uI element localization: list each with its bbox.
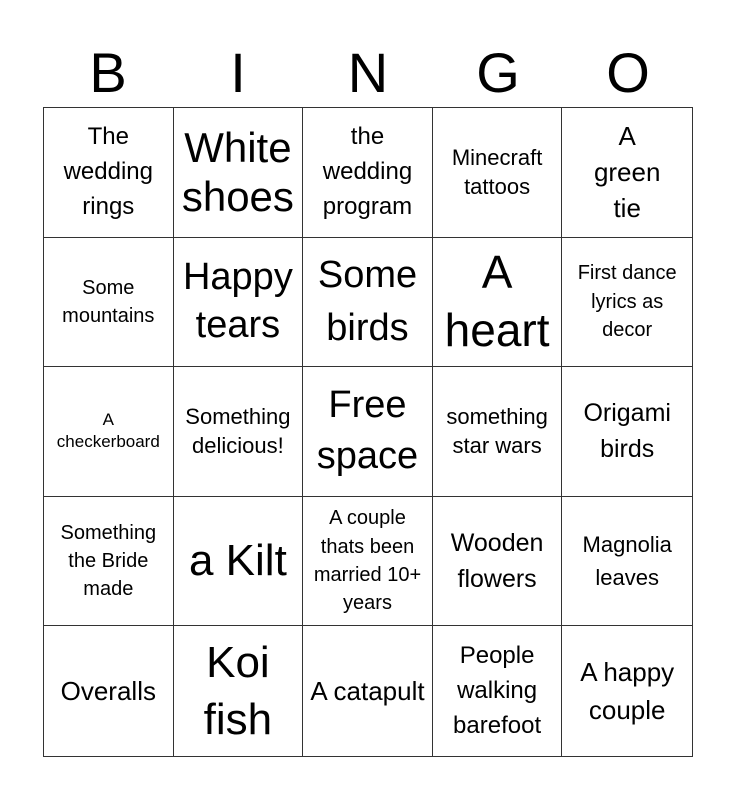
cell-text: A green tie	[593, 120, 661, 224]
cell-text: Minecraft tattoos	[451, 145, 543, 200]
bingo-cell[interactable]	[562, 367, 692, 497]
bingo-cell[interactable]	[562, 497, 692, 627]
header-letter-i: I	[230, 41, 246, 104]
bingo-cell[interactable]	[44, 626, 174, 756]
cell-text: A heart	[444, 246, 550, 356]
cell-text: the wedding program	[322, 123, 413, 220]
bingo-cell[interactable]	[303, 626, 433, 756]
bingo-cell[interactable]	[562, 626, 692, 756]
cell-text: Magnolia leaves	[582, 532, 672, 591]
bingo-cell[interactable]	[44, 108, 174, 238]
bingo-cell[interactable]	[174, 367, 304, 497]
bingo-cell[interactable]	[433, 108, 563, 238]
bingo-cell[interactable]	[562, 238, 692, 368]
cell-text: Something delicious!	[185, 404, 291, 459]
header-letter-o: O	[606, 41, 650, 104]
bingo-cell[interactable]	[303, 367, 433, 497]
bingo-cell[interactable]	[303, 497, 433, 627]
bingo-cell[interactable]	[433, 367, 563, 497]
cell-text: Origami birds	[583, 399, 671, 464]
cell-text: First dance lyrics as decor	[577, 262, 677, 342]
cell-text: Something the Bride made	[60, 521, 157, 601]
cell-text: Some mountains	[62, 276, 155, 327]
cell-text: a Kilt	[188, 536, 287, 586]
header-letter-n: N	[347, 41, 389, 104]
cell-text: Happy tears	[182, 256, 293, 346]
cell-text: Koi fish	[203, 638, 273, 745]
bingo-cell[interactable]	[174, 238, 304, 368]
bingo-cell[interactable]	[44, 238, 174, 368]
cell-text: People walking barefoot	[453, 642, 542, 739]
bingo-cell[interactable]	[44, 367, 174, 497]
cell-text: Some birds	[317, 253, 418, 349]
cell-text: A catapult	[310, 676, 425, 706]
bingo-cell[interactable]	[174, 626, 304, 756]
bingo-cell[interactable]	[44, 497, 174, 627]
bingo-header	[43, 38, 693, 108]
bingo-cell[interactable]	[174, 108, 304, 238]
cell-text: Wooden flowers	[450, 528, 544, 594]
cell-text: something star wars	[446, 404, 548, 459]
bingo-cell[interactable]	[562, 108, 692, 238]
cell-text: White shoes	[181, 123, 294, 221]
bingo-cell[interactable]	[303, 108, 433, 238]
cell-text: Free space	[316, 384, 419, 478]
bingo-cell[interactable]	[433, 626, 563, 756]
header-letter-b: B	[89, 41, 127, 104]
cell-text: A happy couple	[580, 656, 675, 726]
cell-text: The wedding rings	[63, 123, 153, 220]
cell-text: A checkerboard	[56, 409, 160, 452]
bingo-cell[interactable]	[174, 497, 304, 627]
cell-text: A couple thats been married 10+ years	[313, 507, 422, 615]
cell-text: Overalls	[60, 676, 156, 706]
bingo-cell[interactable]	[303, 238, 433, 368]
bingo-cell[interactable]	[433, 497, 563, 627]
header-letter-g: G	[476, 41, 520, 104]
bingo-cell[interactable]	[433, 238, 563, 368]
bingo-board	[43, 107, 693, 757]
